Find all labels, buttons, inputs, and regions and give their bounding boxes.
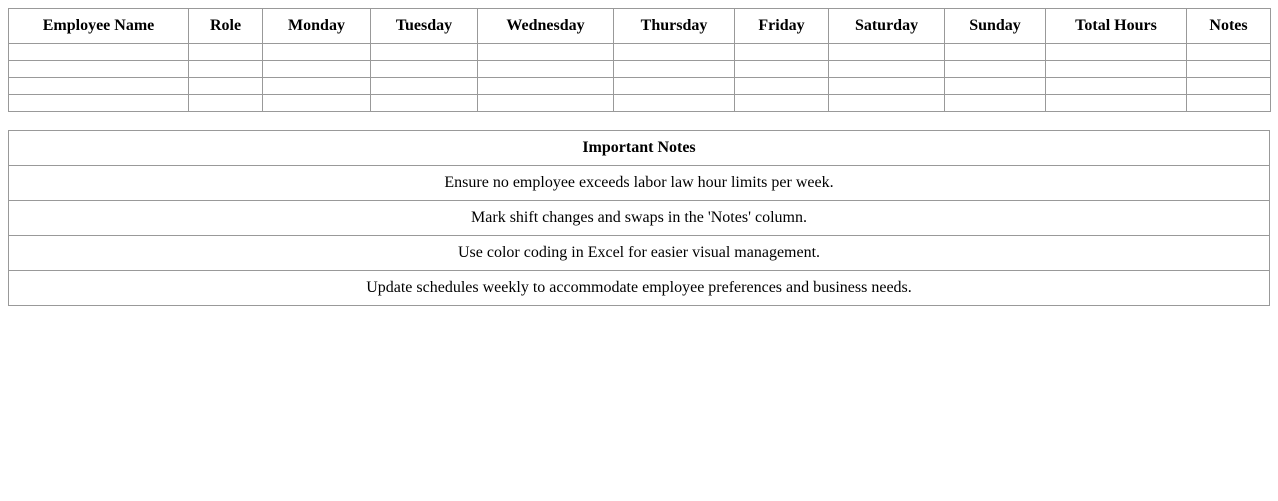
table-cell[interactable] — [9, 61, 189, 78]
table-cell[interactable] — [478, 61, 614, 78]
header-tuesday: Tuesday — [371, 9, 478, 44]
table-row — [9, 44, 1271, 61]
table-row — [9, 78, 1271, 95]
table-cell[interactable] — [1187, 61, 1271, 78]
table-cell[interactable] — [945, 78, 1046, 95]
table-cell[interactable] — [478, 78, 614, 95]
header-notes: Notes — [1187, 9, 1271, 44]
table-cell[interactable] — [829, 44, 945, 61]
table-row — [9, 95, 1271, 112]
header-saturday: Saturday — [829, 9, 945, 44]
header-wednesday: Wednesday — [478, 9, 614, 44]
table-cell[interactable] — [735, 78, 829, 95]
table-cell[interactable] — [263, 61, 371, 78]
header-sunday: Sunday — [945, 9, 1046, 44]
table-cell[interactable] — [1187, 78, 1271, 95]
table-cell[interactable] — [371, 61, 478, 78]
notes-header-row — [9, 131, 1270, 166]
note-text: Update schedules weekly to accommodate employee preferences and business needs. — [9, 271, 1270, 306]
table-cell[interactable] — [829, 61, 945, 78]
table-cell[interactable] — [371, 78, 478, 95]
table-cell[interactable] — [189, 78, 263, 95]
header-role: Role — [189, 9, 263, 44]
header-friday: Friday — [735, 9, 829, 44]
table-cell[interactable] — [9, 44, 189, 61]
header-thursday: Thursday — [614, 9, 735, 44]
table-cell[interactable] — [189, 44, 263, 61]
table-cell[interactable] — [9, 95, 189, 112]
table-cell[interactable] — [945, 61, 1046, 78]
table-cell[interactable] — [614, 44, 735, 61]
table-cell[interactable] — [189, 61, 263, 78]
table-cell[interactable] — [945, 44, 1046, 61]
table-cell[interactable] — [263, 95, 371, 112]
note-row — [9, 201, 1270, 236]
table-cell[interactable] — [614, 78, 735, 95]
header-monday: Monday — [263, 9, 371, 44]
note-row — [9, 166, 1270, 201]
table-cell[interactable] — [1046, 61, 1187, 78]
header-total-hours: Total Hours — [1046, 9, 1187, 44]
table-cell[interactable] — [829, 95, 945, 112]
schedule-header-row — [9, 9, 1271, 44]
note-text: Use color coding in Excel for easier visual management. — [9, 236, 1270, 271]
table-row — [9, 61, 1271, 78]
table-cell[interactable] — [1046, 95, 1187, 112]
note-text: Mark shift changes and swaps in the 'Notes' column. — [9, 201, 1270, 236]
header-employee-name: Employee Name — [9, 9, 189, 44]
table-cell[interactable] — [1046, 44, 1187, 61]
table-cell[interactable] — [614, 95, 735, 112]
important-notes-table — [8, 130, 1270, 306]
table-cell[interactable] — [1187, 44, 1271, 61]
table-cell[interactable] — [371, 95, 478, 112]
table-cell[interactable] — [9, 78, 189, 95]
table-cell[interactable] — [478, 95, 614, 112]
note-row — [9, 236, 1270, 271]
table-cell[interactable] — [614, 61, 735, 78]
table-cell[interactable] — [263, 44, 371, 61]
table-cell[interactable] — [189, 95, 263, 112]
table-cell[interactable] — [371, 44, 478, 61]
table-cell[interactable] — [735, 95, 829, 112]
note-text: Ensure no employee exceeds labor law hour limits per week. — [9, 166, 1270, 201]
table-cell[interactable] — [478, 44, 614, 61]
table-cell[interactable] — [945, 95, 1046, 112]
notes-title: Important Notes — [9, 131, 1270, 166]
table-cell[interactable] — [735, 61, 829, 78]
table-cell[interactable] — [263, 78, 371, 95]
table-cell[interactable] — [1046, 78, 1187, 95]
note-row — [9, 271, 1270, 306]
table-cell[interactable] — [1187, 95, 1271, 112]
table-cell[interactable] — [735, 44, 829, 61]
table-cell[interactable] — [829, 78, 945, 95]
schedule-table — [8, 8, 1271, 112]
